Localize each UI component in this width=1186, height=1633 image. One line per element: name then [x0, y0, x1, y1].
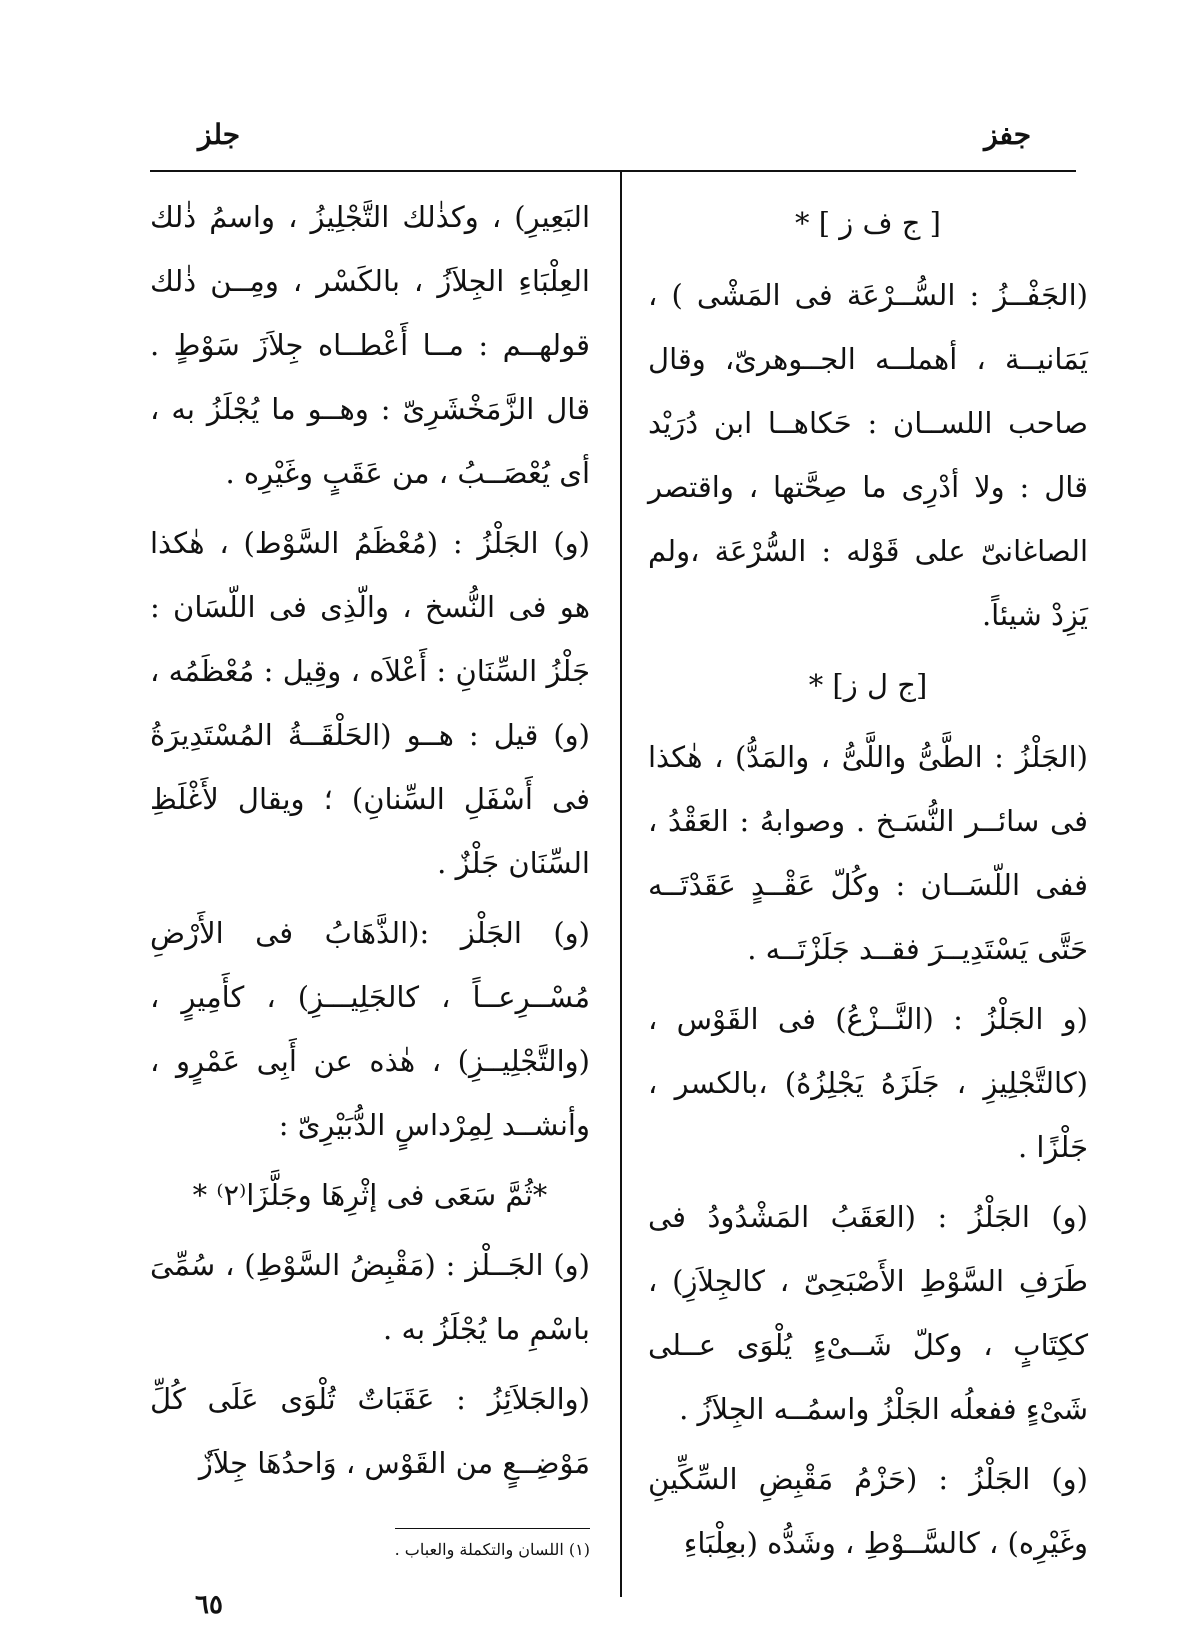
paragraph: (و) الجَلْزُ : (العَقَبُ المَشْدُودُ فى طَرَفِ السَّوْطِ الأَصْبَحِىّ ، كالجِلاَزِ) ، ككِتَابٍ ، وكلّ شَــىْءٍ يُلْوَى عــلى شَىْءٍ ففعلُه الجَلْزُ واسمُــه الجِلاَزُ . — [648, 1200, 1088, 1426]
paragraph: البَعِيرِ) ، وكذٰلك التَّجْلِيزُ ، واسمُ ذٰلك العِلْبَاءِ الجِلاَزُ ، بالكَسْر ، ومِــن ذٰلك قولهــم : مــا أَعْطــاه جِلاَزَ سَوْطٍ . قال الزَّمَخْشَرِىّ : وهــو ما يُجْلَزُ به ، أى يُعْصَــبُ ، من عَقَبٍ وغَيْرِه . — [150, 200, 590, 490]
paragraph: (و الجَلْزُ : (النَّــزْعُ) فى القَوْس ، (كالتَّجْلِيزِ ، جَلَزَهُ يَجْلِزُهُ) ،بالكسر ، جَلْزًا . — [648, 1002, 1088, 1164]
running-header-right: جفز — [984, 118, 1031, 151]
verse-line: *ثُمَّ سَعَى فى إثْرِهَا وجَلَّزَا⁽٢⁾ * — [192, 1178, 548, 1212]
paragraph: (الجَفْــزُ : السُّــرْعَة فى المَشْى ) ، يَمَانيــة ، أهملــه الجــوهرىّ، وقال صاحب اللســان : حَكاهــا ابن دُرَيْد قال : ولا أدْرِى ما صِحَّتها ، واقتصر الصاغانىّ على قَوْله : السُّرْعَة ،ولم يَزِدْ شيئاً. — [648, 278, 1088, 632]
column-divider — [620, 172, 622, 1597]
running-header-left: جلز — [198, 118, 241, 151]
header-rule — [150, 170, 1076, 172]
entry-heading-jfz: [ ج ف ز ] * — [794, 206, 941, 240]
footnote-rule — [395, 1528, 590, 1529]
footnote: (١) اللسان والتكملة والعباب . — [394, 1540, 590, 1559]
page-number: ٦٥ — [195, 1590, 223, 1620]
paragraph: (الجَلْزُ : الطَّىُّ واللَّىُّ ، والمَدُّ) ، هٰكذا فى سائــر النُّسَـخ . وصوابهُ : العَقْدُ ، ففى اللّسَــان : وكُلّ عَقْــدٍ عَقَدْتَــه حَتَّى يَسْتَدِيــرَ فقــد جَلَزْتَــه . — [648, 740, 1088, 966]
entry-heading-jlz: [ج ل ز] * — [808, 668, 928, 702]
paragraph: (و) الجَلْزُ : (حَزْمُ مَقْبِضِ السِّكِّينِ وغَيْرِه) ، كالسَّــوْطِ ، وشَدُّه (بعِلْبَاءِ — [648, 1462, 1088, 1560]
paragraph: (والجَلاَئِزُ : عَقَبَاتٌ تُلْوَى عَلَى كُلِّ مَوْضِــعٍ من القَوْس ، وَاحدُهَا جِلاَزٌ — [150, 1382, 590, 1480]
paragraph: (و) الجَــلْز : (مَقْبِضُ السَّوْطِ) ، سُمِّىَ باسْمِ ما يُجْلَزُ به . — [150, 1248, 590, 1346]
paragraph: (و) الجَلْزُ : (مُعْظَمُ السَّوْط) ، هٰكذا هو فى النُّسخ ، والّذِى فى اللّسَان : جَلْزُ السِّنَانِ : أَعْلاَه ، وقِيل : مُعْظَمُه ، (و) قيل : هــو (الحَلْقَــةُ المُسْتَدِيرَةُ فى أَسْفَلِ السِّنانِ) ؛ ويقال لأَغْلَظِ السِّنَان جَلْزٌ . — [150, 526, 590, 880]
left-column — [150, 185, 590, 1501]
paragraph: (و) الجَلْز :(الذَّهَابُ فى الأَرْضِ مُسْــرِعــاً ، كالجَلِيـــزِ) ، كأَمِيرٍ ، (والتَّجْلِيــزِ) ، هٰذه عن أَبِى عَمْرٍو ، وأنشــد لِمِرْداسٍ الدُّبَيْرِىّ : — [150, 916, 590, 1142]
right-column — [648, 185, 1088, 1581]
